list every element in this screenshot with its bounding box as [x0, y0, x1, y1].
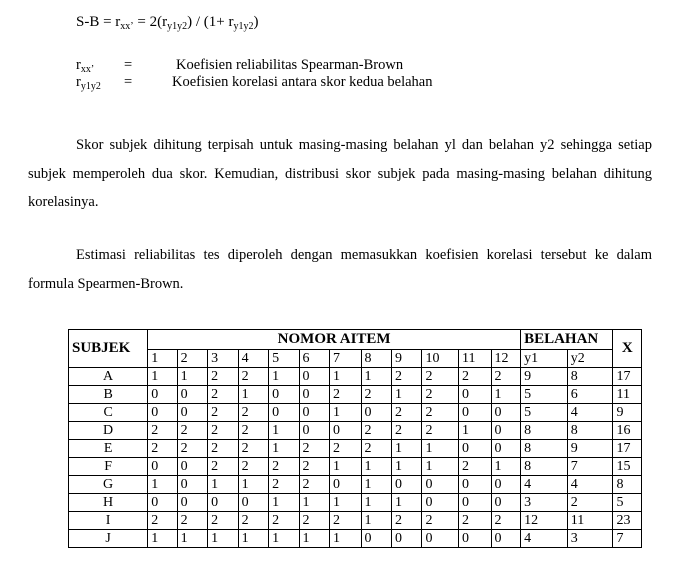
table-row — [69, 494, 642, 512]
item-number-header: 11 — [459, 350, 492, 368]
item-score-cell: 1 — [269, 440, 299, 458]
item-score-cell: 2 — [330, 440, 361, 458]
x-cell: 17 — [613, 440, 642, 458]
item-number-header: 7 — [330, 350, 361, 368]
item-score-cell: 2 — [299, 440, 329, 458]
item-score-cell: 1 — [330, 404, 361, 422]
y2-cell: 8 — [567, 422, 613, 440]
y1-cell: 5 — [521, 404, 568, 422]
item-score-cell: 2 — [422, 386, 459, 404]
item-score-cell: 0 — [422, 530, 459, 548]
header-nomor-aitem: NOMOR AITEM — [148, 330, 521, 350]
item-score-cell: 2 — [459, 512, 492, 530]
item-score-cell: 2 — [269, 512, 299, 530]
item-score-cell: 0 — [361, 404, 391, 422]
item-score-cell: 2 — [330, 512, 361, 530]
table-row — [69, 386, 642, 404]
item-score-cell: 0 — [177, 476, 207, 494]
item-score-cell: 0 — [491, 440, 521, 458]
x-cell: 11 — [613, 386, 642, 404]
item-score-cell: 0 — [238, 494, 268, 512]
item-score-cell: 0 — [208, 494, 238, 512]
table-row — [69, 458, 642, 476]
header-subjek: SUBJEK — [69, 330, 148, 368]
x-cell: 9 — [613, 404, 642, 422]
item-score-cell: 0 — [491, 404, 521, 422]
item-score-cell: 0 — [459, 404, 492, 422]
y1-cell: 3 — [521, 494, 568, 512]
item-score-cell: 2 — [148, 512, 177, 530]
item-score-cell: 1 — [491, 386, 521, 404]
table-row — [69, 530, 642, 548]
item-score-cell: 0 — [148, 494, 177, 512]
y2-cell: 4 — [567, 476, 613, 494]
item-score-cell: 2 — [238, 512, 268, 530]
item-score-cell: 2 — [422, 512, 459, 530]
definition-equals: = — [124, 57, 133, 73]
item-score-cell: 2 — [208, 458, 238, 476]
item-score-cell: 2 — [391, 368, 421, 386]
item-score-cell: 1 — [391, 458, 421, 476]
item-score-cell: 0 — [299, 386, 329, 404]
item-score-cell: 1 — [299, 530, 329, 548]
item-number-header: 8 — [361, 350, 391, 368]
item-score-cell: 1 — [459, 422, 492, 440]
item-score-cell: 1 — [208, 530, 238, 548]
item-score-cell: 0 — [361, 530, 391, 548]
item-score-cell: 0 — [299, 404, 329, 422]
x-cell: 15 — [613, 458, 642, 476]
item-score-cell: 1 — [238, 386, 268, 404]
y1-cell: 12 — [521, 512, 568, 530]
item-score-cell: 0 — [459, 440, 492, 458]
formula-mid-sub: y1y2 — [167, 21, 188, 32]
item-score-cell: 0 — [422, 476, 459, 494]
item-score-cell: 0 — [459, 386, 492, 404]
item-score-cell: 2 — [422, 368, 459, 386]
item-score-cell: 2 — [208, 368, 238, 386]
item-score-cell: 1 — [391, 494, 421, 512]
item-score-cell: 0 — [391, 530, 421, 548]
item-score-cell: 1 — [148, 368, 177, 386]
subjek-cell: E — [69, 440, 148, 458]
x-cell: 16 — [613, 422, 642, 440]
item-score-cell: 1 — [330, 494, 361, 512]
paragraph-estimation: Estimasi reliabilitas tes diperoleh dengan memasukkan koefisien korelasi tersebut ke dalam formula Spearmen-Brown. — [28, 247, 652, 292]
item-score-cell: 1 — [148, 476, 177, 494]
item-score-cell: 1 — [330, 530, 361, 548]
formula-end: ) — [253, 14, 259, 30]
item-score-cell: 2 — [391, 422, 421, 440]
spearman-brown-formula — [76, 14, 258, 32]
item-score-cell: 0 — [148, 404, 177, 422]
item-score-cell: 1 — [361, 512, 391, 530]
belahan-col-header: y1 — [521, 350, 568, 368]
item-score-cell: 0 — [330, 476, 361, 494]
item-score-cell: 1 — [330, 458, 361, 476]
item-score-cell: 0 — [459, 530, 492, 548]
item-score-cell: 1 — [330, 368, 361, 386]
item-score-cell: 2 — [208, 512, 238, 530]
y2-cell: 9 — [567, 440, 613, 458]
definition-equals: = — [124, 74, 133, 90]
item-score-cell: 0 — [491, 530, 521, 548]
subjek-cell: A — [69, 368, 148, 386]
table-header-row — [69, 330, 642, 350]
x-cell: 8 — [613, 476, 642, 494]
item-score-cell: 2 — [148, 440, 177, 458]
item-score-cell: 2 — [238, 440, 268, 458]
x-cell: 7 — [613, 530, 642, 548]
item-score-cell: 2 — [238, 368, 268, 386]
item-score-cell: 2 — [361, 422, 391, 440]
y1-cell: 9 — [521, 368, 568, 386]
item-score-cell: 1 — [299, 494, 329, 512]
definition-ry1y2 — [76, 74, 433, 92]
subjek-cell: J — [69, 530, 148, 548]
subjek-cell: I — [69, 512, 148, 530]
item-score-cell: 1 — [361, 368, 391, 386]
item-score-cell: 2 — [422, 404, 459, 422]
item-score-cell: 2 — [361, 386, 391, 404]
item-score-cell: 2 — [269, 476, 299, 494]
item-score-cell: 1 — [269, 494, 299, 512]
item-score-cell: 2 — [177, 422, 207, 440]
item-score-cell: 2 — [208, 404, 238, 422]
definition-symbol-base: r — [76, 57, 81, 73]
item-score-cell: 2 — [238, 404, 268, 422]
definition-text: Koefisien korelasi antara skor kedua belahan — [172, 74, 433, 90]
item-score-cell: 2 — [361, 440, 391, 458]
item-score-cell: 1 — [361, 476, 391, 494]
table-row — [69, 422, 642, 440]
item-score-cell: 1 — [491, 458, 521, 476]
table-row — [69, 440, 642, 458]
item-score-cell: 1 — [238, 476, 268, 494]
item-score-cell: 0 — [177, 404, 207, 422]
y1-cell: 8 — [521, 440, 568, 458]
x-cell: 17 — [613, 368, 642, 386]
item-score-cell: 1 — [361, 458, 391, 476]
item-score-cell: 2 — [330, 386, 361, 404]
table-subheader-row — [69, 350, 642, 368]
y1-cell: 4 — [521, 530, 568, 548]
item-score-cell: 1 — [391, 440, 421, 458]
item-score-cell: 0 — [491, 476, 521, 494]
subjek-cell: D — [69, 422, 148, 440]
item-score-cell: 0 — [299, 368, 329, 386]
item-score-cell: 2 — [177, 440, 207, 458]
header-belahan: BELAHAN — [521, 330, 613, 350]
definition-symbol — [76, 74, 124, 92]
item-score-cell: 1 — [422, 458, 459, 476]
formula-tail-sub: y1y2 — [233, 21, 254, 32]
item-score-cell: 0 — [491, 422, 521, 440]
item-score-cell: 0 — [330, 422, 361, 440]
y2-cell: 6 — [567, 386, 613, 404]
header-x: X — [613, 330, 642, 368]
item-score-cell: 1 — [422, 440, 459, 458]
item-score-cell: 2 — [208, 386, 238, 404]
item-score-cell: 1 — [238, 530, 268, 548]
item-number-header: 3 — [208, 350, 238, 368]
item-score-cell: 2 — [269, 458, 299, 476]
item-score-cell: 2 — [391, 404, 421, 422]
item-score-cell: 2 — [208, 440, 238, 458]
x-cell: 5 — [613, 494, 642, 512]
item-score-cell: 1 — [177, 530, 207, 548]
x-cell: 23 — [613, 512, 642, 530]
item-score-cell: 0 — [459, 476, 492, 494]
item-number-header: 5 — [269, 350, 299, 368]
item-number-header: 6 — [299, 350, 329, 368]
item-number-header: 1 — [148, 350, 177, 368]
item-score-cell: 1 — [269, 422, 299, 440]
table-body — [69, 368, 642, 548]
subjek-cell: G — [69, 476, 148, 494]
definition-text: Koefisien reliabilitas Spearman-Brown — [176, 57, 404, 73]
subjek-cell: C — [69, 404, 148, 422]
formula-lhs: S-B = r — [76, 14, 121, 30]
item-score-cell: 2 — [299, 476, 329, 494]
belahan-col-header: y2 — [567, 350, 613, 368]
item-score-cell: 1 — [177, 368, 207, 386]
definition-symbol-sub: y1y2 — [80, 81, 101, 92]
item-score-cell: 0 — [299, 422, 329, 440]
y1-cell: 8 — [521, 458, 568, 476]
definition-rxx — [76, 57, 403, 75]
subjek-cell: H — [69, 494, 148, 512]
item-score-cell: 2 — [299, 458, 329, 476]
table-row — [69, 512, 642, 530]
definition-symbol-base: r — [76, 74, 81, 90]
item-score-cell: 1 — [148, 530, 177, 548]
item-number-header: 12 — [491, 350, 521, 368]
y1-cell: 5 — [521, 386, 568, 404]
item-number-header: 4 — [238, 350, 268, 368]
item-score-cell: 1 — [391, 386, 421, 404]
item-score-cell: 1 — [208, 476, 238, 494]
item-score-cell: 0 — [459, 494, 492, 512]
item-number-header: 9 — [391, 350, 421, 368]
subjek-cell: B — [69, 386, 148, 404]
table-row — [69, 368, 642, 386]
item-score-cell: 1 — [269, 368, 299, 386]
y2-cell: 4 — [567, 404, 613, 422]
y2-cell: 8 — [567, 368, 613, 386]
item-score-cell: 2 — [177, 512, 207, 530]
item-score-cell: 0 — [148, 458, 177, 476]
y2-cell: 3 — [567, 530, 613, 548]
formula-tail: ) / (1+ r — [187, 14, 234, 30]
formula-lhs-sub: xx’ — [120, 21, 134, 32]
item-score-cell: 0 — [148, 386, 177, 404]
definition-symbol-sub: xx’ — [80, 64, 95, 75]
item-score-cell: 2 — [148, 422, 177, 440]
item-score-cell: 0 — [177, 494, 207, 512]
item-score-cell: 0 — [269, 404, 299, 422]
item-score-cell: 2 — [491, 512, 521, 530]
item-score-cell: 2 — [299, 512, 329, 530]
item-score-cell: 2 — [238, 458, 268, 476]
item-number-header: 2 — [177, 350, 207, 368]
y2-cell: 2 — [567, 494, 613, 512]
item-score-cell: 2 — [459, 368, 492, 386]
item-score-cell: 2 — [208, 422, 238, 440]
item-score-cell: 2 — [238, 422, 268, 440]
item-score-cell: 0 — [177, 386, 207, 404]
definition-symbol — [76, 57, 124, 75]
item-score-cell: 0 — [491, 494, 521, 512]
item-score-cell: 0 — [269, 386, 299, 404]
item-score-cell: 2 — [491, 368, 521, 386]
subjek-cell: F — [69, 458, 148, 476]
y2-cell: 11 — [567, 512, 613, 530]
item-number-header: 10 — [422, 350, 459, 368]
item-score-cell: 0 — [422, 494, 459, 512]
formula-mid: = 2(r — [133, 14, 168, 30]
item-score-cell: 1 — [361, 494, 391, 512]
y1-cell: 4 — [521, 476, 568, 494]
table-row — [69, 404, 642, 422]
score-table — [68, 329, 642, 548]
item-score-cell: 1 — [269, 530, 299, 548]
table-row — [69, 476, 642, 494]
item-score-cell: 2 — [422, 422, 459, 440]
item-score-cell: 0 — [391, 476, 421, 494]
item-score-cell: 0 — [177, 458, 207, 476]
item-score-cell: 2 — [459, 458, 492, 476]
y2-cell: 7 — [567, 458, 613, 476]
item-score-cell: 2 — [391, 512, 421, 530]
paragraph-split-half: Skor subjek dihitung terpisah untuk masing-masing belahan yl dan belahan y2 sehingga setiap subjek memperoleh dua skor. Kemudian, distribusi skor subjek pada masing-masing belahan dihitung korelasinya. — [28, 137, 652, 210]
y1-cell: 8 — [521, 422, 568, 440]
